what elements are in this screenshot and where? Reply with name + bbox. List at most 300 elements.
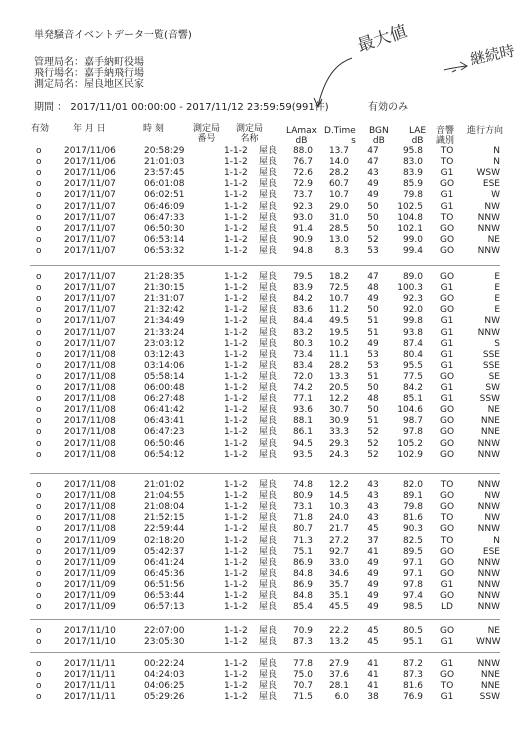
direction-cell: NNW — [477, 245, 500, 256]
direction-cell: N — [493, 157, 500, 168]
lamax-cell: 93.5 — [292, 449, 313, 460]
time-cell: 04:06:25 — [144, 681, 185, 692]
lamax-cell: 75.1 — [292, 546, 313, 557]
station-name-cell: 屋良 — [259, 168, 278, 179]
station-name-cell: 屋良 — [259, 272, 278, 282]
date-cell: 2017/11/06 — [64, 157, 116, 168]
sound-id-cell: G1 — [440, 283, 454, 294]
table-row — [0, 405, 529, 416]
lae-cell: 85.1 — [402, 394, 423, 405]
date-cell: 2017/11/08 — [64, 383, 116, 393]
dtime-cell: 10.3 — [328, 502, 349, 513]
dtime-cell: 27.2 — [328, 535, 349, 546]
lamax-cell: 79.5 — [292, 272, 313, 282]
dtime-cell: 72.5 — [328, 283, 349, 294]
bgn-cell: 37 — [367, 535, 379, 546]
time-cell: 05:58:14 — [144, 371, 185, 382]
document-title: 単発騒音イベントデータ一覧(音響) — [34, 30, 192, 41]
bgn-cell: 47 — [367, 157, 379, 168]
sound-id-cell: GO — [439, 245, 455, 256]
bgn-cell: 38 — [367, 692, 379, 703]
valid-cell: o — [36, 513, 42, 524]
lae-cell: 87.4 — [402, 338, 423, 349]
station-name-cell: 屋良 — [259, 579, 278, 590]
sound-id-cell: G1 — [440, 201, 454, 212]
valid-cell: o — [36, 602, 42, 613]
sound-id-cell: TO — [440, 513, 454, 524]
station-no-cell: 1-1-2 — [224, 360, 248, 371]
dtime-cell: 33.3 — [328, 427, 349, 438]
date-cell: 2017/11/11 — [64, 659, 116, 669]
station-name-cell: 屋良 — [259, 201, 278, 212]
date-cell: 2017/11/08 — [64, 416, 116, 427]
direction-cell: SSW — [479, 394, 500, 405]
date-cell: 2017/11/07 — [64, 179, 116, 190]
sound-id-cell: GO — [439, 502, 455, 513]
station-name-cell: 屋良 — [259, 637, 278, 648]
lae-cell: 89.1 — [402, 491, 423, 502]
bgn-cell: 52 — [367, 449, 379, 460]
valid-cell: o — [36, 416, 42, 427]
station-name-cell: 屋良 — [259, 591, 278, 601]
valid-cell: o — [36, 168, 42, 179]
lamax-cell: 83.6 — [292, 305, 313, 316]
station-name-cell: 屋良 — [259, 179, 278, 190]
dtime-cell: 27.9 — [328, 659, 349, 669]
table-row — [0, 692, 529, 703]
station-name-cell: 屋良 — [259, 394, 278, 405]
period-line: 期間 ： 2017/11/01 00:00:00 - 2017/11/12 23:59:59(991件) — [34, 102, 329, 113]
direction-cell: E — [494, 283, 500, 294]
lae-cell: 83.0 — [402, 157, 423, 168]
sound-id-cell: GO — [439, 546, 455, 557]
lae-cell: 95.5 — [402, 360, 423, 371]
table-row — [0, 427, 529, 438]
bgn-cell: 47 — [367, 146, 379, 156]
page-cut-divider — [30, 265, 500, 269]
station-no-cell: 1-1-2 — [224, 602, 248, 613]
valid-cell: o — [36, 383, 42, 393]
lae-cell: 98.7 — [402, 416, 423, 427]
date-cell: 2017/11/09 — [64, 535, 116, 546]
date-cell: 2017/11/08 — [64, 405, 116, 416]
lae-cell: 104.6 — [397, 405, 423, 416]
direction-cell: NNW — [477, 591, 500, 601]
time-cell: 21:08:04 — [144, 502, 185, 513]
direction-cell: S — [494, 338, 500, 349]
station-no-cell: 1-1-2 — [224, 438, 248, 449]
time-cell: 06:57:13 — [144, 602, 185, 613]
station-no-cell: 1-1-2 — [224, 245, 248, 256]
dtime-cell: 19.5 — [328, 327, 349, 338]
table-row — [0, 224, 529, 235]
direction-cell: NNW — [477, 524, 500, 535]
valid-cell: o — [36, 637, 42, 648]
station-no-cell: 1-1-2 — [224, 294, 248, 305]
dtime-cell: 12.2 — [328, 480, 349, 490]
lae-cell: 83.9 — [402, 168, 423, 179]
time-cell: 23:57:45 — [144, 168, 185, 179]
dtime-cell: 49.5 — [328, 316, 349, 327]
sound-id-cell: G1 — [440, 190, 454, 201]
date-cell: 2017/11/07 — [64, 245, 116, 256]
time-cell: 06:53:14 — [144, 234, 185, 245]
bgn-cell: 43 — [367, 491, 379, 502]
station-no-cell: 1-1-2 — [224, 383, 248, 393]
sound-id-cell: GO — [439, 234, 455, 245]
lamax-cell: 72.6 — [292, 168, 313, 179]
lamax-cell: 94.8 — [292, 245, 313, 256]
station-name-cell: 屋良 — [259, 602, 278, 613]
table-row — [0, 213, 529, 224]
date-cell: 2017/11/07 — [64, 294, 116, 305]
valid-cell: o — [36, 626, 42, 636]
station-name-cell: 屋良 — [259, 157, 278, 168]
date-cell: 2017/11/07 — [64, 190, 116, 201]
lamax-cell: 80.3 — [292, 338, 313, 349]
station-no-cell: 1-1-2 — [224, 449, 248, 460]
station-no-cell: 1-1-2 — [224, 168, 248, 179]
table-row — [0, 547, 529, 558]
station-name-cell: 屋良 — [259, 316, 278, 327]
station-no-cell: 1-1-2 — [224, 338, 248, 349]
dtime-cell: 13.2 — [328, 637, 349, 648]
sound-id-cell: GO — [439, 405, 455, 416]
date-cell: 2017/11/07 — [64, 272, 116, 282]
station-no-cell: 1-1-2 — [224, 670, 248, 681]
dtime-cell: 24.0 — [328, 513, 349, 524]
dtime-cell: 18.2 — [328, 272, 349, 282]
valid-cell: o — [36, 438, 42, 449]
valid-cell: o — [36, 692, 42, 703]
lae-cell: 102.1 — [397, 223, 423, 234]
station-no-cell: 1-1-2 — [224, 371, 248, 382]
dtime-cell: 28.5 — [328, 223, 349, 234]
lae-cell: 81.6 — [402, 681, 423, 692]
valid-cell: o — [36, 234, 42, 245]
date-cell: 2017/11/08 — [64, 449, 116, 460]
station-no-cell: 1-1-2 — [224, 535, 248, 546]
direction-cell: SSE — [482, 349, 500, 360]
bgn-cell: 50 — [367, 405, 379, 416]
dtime-cell: 31.0 — [328, 212, 349, 223]
station-no-cell: 1-1-2 — [224, 568, 248, 579]
date-cell: 2017/11/08 — [64, 371, 116, 382]
table-row — [0, 416, 529, 427]
table-row — [0, 569, 529, 580]
bgn-cell: 53 — [367, 245, 379, 256]
station-name-cell: 屋良 — [259, 626, 278, 636]
lae-cell: 89.0 — [402, 272, 423, 282]
station-name-cell: 屋良 — [259, 427, 278, 438]
sound-id-cell: GO — [439, 626, 455, 636]
time-cell: 06:46:09 — [144, 201, 185, 212]
valid-cell: o — [36, 316, 42, 327]
time-cell: 21:04:55 — [144, 491, 185, 502]
sound-id-cell: G1 — [440, 168, 454, 179]
station-name-cell: 屋良 — [259, 212, 278, 223]
lae-cell: 80.5 — [402, 626, 423, 636]
dtime-cell: 20.5 — [328, 383, 349, 393]
lae-cell: 80.4 — [402, 349, 423, 360]
lae-cell: 97.8 — [402, 579, 423, 590]
time-cell: 21:33:24 — [144, 327, 185, 338]
lamax-cell: 71.3 — [292, 535, 313, 546]
lae-cell: 99.4 — [402, 245, 423, 256]
table-row — [0, 626, 529, 637]
dtime-cell: 12.2 — [328, 394, 349, 405]
date-cell: 2017/11/09 — [64, 557, 116, 568]
station-name-cell: 屋良 — [259, 305, 278, 316]
table-row — [0, 294, 529, 305]
lae-cell: 95.1 — [402, 637, 423, 648]
direction-cell: ESE — [482, 546, 500, 557]
valid-cell: o — [36, 349, 42, 360]
direction-cell: NNW — [477, 480, 500, 490]
lamax-cell: 84.2 — [292, 294, 313, 305]
lamax-cell: 91.4 — [292, 223, 313, 234]
station-no-cell: 1-1-2 — [224, 480, 248, 490]
bgn-cell: 45 — [367, 626, 379, 636]
station-no-cell: 1-1-2 — [224, 283, 248, 294]
station-name-cell: 屋良 — [259, 338, 278, 349]
lae-cell: 89.5 — [402, 546, 423, 557]
station-no-cell: 1-1-2 — [224, 524, 248, 535]
sound-id-cell: GO — [439, 438, 455, 449]
station-no-cell: 1-1-2 — [224, 190, 248, 201]
direction-cell: NW — [484, 491, 500, 502]
lamax-cell: 94.5 — [292, 438, 313, 449]
sound-id-cell: GO — [439, 305, 455, 316]
lamax-cell: 84.4 — [292, 316, 313, 327]
dtime-cell: 10.7 — [328, 294, 349, 305]
sound-id-cell: GO — [439, 179, 455, 190]
dtime-cell: 21.7 — [328, 524, 349, 535]
table-row — [0, 536, 529, 547]
sound-id-cell: TO — [440, 681, 454, 692]
bgn-cell: 49 — [367, 190, 379, 201]
dtime-cell: 29.0 — [328, 201, 349, 212]
station-name-cell: 屋良 — [259, 480, 278, 490]
station-no-cell: 1-1-2 — [224, 179, 248, 190]
lae-cell: 97.1 — [402, 557, 423, 568]
sound-id-cell: GO — [439, 449, 455, 460]
sound-id-cell: G1 — [440, 692, 454, 703]
valid-cell: o — [36, 659, 42, 669]
date-cell: 2017/11/09 — [64, 591, 116, 601]
col-dtime: D.Time s — [324, 126, 356, 146]
time-cell: 21:30:15 — [144, 283, 185, 294]
time-cell: 06:47:23 — [144, 427, 185, 438]
table-row — [0, 558, 529, 569]
valid-cell: o — [36, 546, 42, 557]
time-cell: 05:42:37 — [144, 546, 185, 557]
time-cell: 06:47:33 — [144, 212, 185, 223]
date-cell: 2017/11/08 — [64, 360, 116, 371]
col-valid: 有効 — [31, 124, 50, 134]
direction-cell: NNW — [477, 223, 500, 234]
valid-cell: o — [36, 371, 42, 382]
lae-cell: 87.2 — [402, 659, 423, 669]
sound-id-cell: GO — [439, 568, 455, 579]
bgn-cell: 41 — [367, 670, 379, 681]
table-row — [0, 591, 529, 602]
direction-cell: NNE — [480, 670, 500, 681]
valid-cell: o — [36, 212, 42, 223]
lamax-cell: 70.9 — [292, 626, 313, 636]
station-no-cell: 1-1-2 — [224, 405, 248, 416]
valid-cell: o — [36, 502, 42, 513]
lamax-cell: 85.4 — [292, 602, 313, 613]
station-no-cell: 1-1-2 — [224, 626, 248, 636]
station-name-cell: 屋良 — [259, 491, 278, 502]
table-row — [0, 524, 529, 535]
date-cell: 2017/11/08 — [64, 349, 116, 360]
sound-id-cell: TO — [440, 146, 454, 156]
valid-cell: o — [36, 480, 42, 490]
station-name-cell: 屋良 — [259, 449, 278, 460]
lamax-cell: 92.3 — [292, 201, 313, 212]
airfield-name: 飛行場名：嘉手納飛行場 — [34, 68, 144, 79]
table-row — [0, 361, 529, 372]
bgn-cell: 49 — [367, 602, 379, 613]
dtime-cell: 11.2 — [328, 305, 349, 316]
lae-cell: 105.2 — [397, 438, 423, 449]
dtime-cell: 45.5 — [328, 602, 349, 613]
table-row — [0, 491, 529, 502]
date-cell: 2017/11/08 — [64, 438, 116, 449]
time-cell: 20:58:29 — [144, 146, 185, 156]
bgn-cell: 51 — [367, 371, 379, 382]
sound-id-cell: GO — [439, 427, 455, 438]
bgn-cell: 47 — [367, 272, 379, 282]
station-no-cell: 1-1-2 — [224, 513, 248, 524]
date-cell: 2017/11/07 — [64, 327, 116, 338]
table-row — [0, 202, 529, 213]
direction-cell: SSE — [482, 360, 500, 371]
lamax-cell: 93.0 — [292, 212, 313, 223]
date-cell: 2017/11/08 — [64, 513, 116, 524]
bgn-cell: 53 — [367, 349, 379, 360]
time-cell: 23:05:30 — [144, 637, 185, 648]
sound-id-cell: TO — [440, 157, 454, 168]
station-name-cell: 屋良 — [259, 670, 278, 681]
lamax-cell: 83.4 — [292, 360, 313, 371]
date-cell: 2017/11/07 — [64, 305, 116, 316]
sound-id-cell: G1 — [440, 394, 454, 405]
station-no-cell: 1-1-2 — [224, 427, 248, 438]
time-cell: 00:22:24 — [144, 659, 185, 669]
station-no-cell: 1-1-2 — [224, 681, 248, 692]
valid-cell: o — [36, 524, 42, 535]
station-no-cell: 1-1-2 — [224, 591, 248, 601]
station-name-cell: 屋良 — [259, 546, 278, 557]
station-name-cell: 屋良 — [259, 146, 278, 156]
station-no-cell: 1-1-2 — [224, 502, 248, 513]
valid-cell: o — [36, 146, 42, 156]
dtime-cell: 34.6 — [328, 568, 349, 579]
dtime-cell: 29.3 — [328, 438, 349, 449]
time-cell: 05:29:26 — [144, 692, 185, 703]
time-cell: 06:01:08 — [144, 179, 185, 190]
time-cell: 21:01:02 — [144, 480, 185, 490]
date-cell: 2017/11/07 — [64, 338, 116, 349]
direction-cell: NNW — [477, 568, 500, 579]
direction-cell: NNE — [480, 681, 500, 692]
date-cell: 2017/11/08 — [64, 427, 116, 438]
time-cell: 22:07:00 — [144, 626, 185, 636]
station-no-cell: 1-1-2 — [224, 327, 248, 338]
col-station-name: 測定局 名称 — [236, 124, 264, 144]
table-row — [0, 372, 529, 383]
time-cell: 02:18:20 — [144, 535, 185, 546]
station-name-cell: 屋良 — [259, 568, 278, 579]
bgn-cell: 43 — [367, 480, 379, 490]
station-name-cell: 屋良 — [259, 692, 278, 703]
time-cell: 21:52:15 — [144, 513, 185, 524]
dtime-cell: 6.0 — [334, 692, 349, 703]
table-row — [0, 394, 529, 405]
sound-id-cell: GO — [439, 670, 455, 681]
valid-cell: o — [36, 283, 42, 294]
station-no-cell: 1-1-2 — [224, 234, 248, 245]
bgn-cell: 49 — [367, 557, 379, 568]
station-no-cell: 1-1-2 — [224, 637, 248, 648]
station-no-cell: 1-1-2 — [224, 579, 248, 590]
valid-only-label: 有効のみ — [368, 102, 408, 113]
station-no-cell: 1-1-2 — [224, 557, 248, 568]
direction-cell: E — [494, 294, 500, 305]
station-name-cell: 屋良 — [259, 383, 278, 393]
time-cell: 06:41:42 — [144, 405, 185, 416]
date-cell: 2017/11/07 — [64, 223, 116, 234]
table-row — [0, 580, 529, 591]
dtime-cell: 28.2 — [328, 360, 349, 371]
direction-cell: NNW — [477, 327, 500, 338]
table-row — [0, 316, 529, 327]
time-cell: 06:50:46 — [144, 438, 185, 449]
direction-cell: NE — [487, 234, 500, 245]
dtime-cell: 13.7 — [328, 146, 349, 156]
direction-cell: NW — [484, 513, 500, 524]
lamax-cell: 90.9 — [292, 234, 313, 245]
dtime-cell: 37.6 — [328, 670, 349, 681]
time-cell: 23:03:12 — [144, 338, 185, 349]
sound-id-cell: GO — [439, 491, 455, 502]
table-row — [0, 450, 529, 461]
dtime-cell: 35.7 — [328, 579, 349, 590]
bgn-cell: 48 — [367, 394, 379, 405]
sound-id-cell: GO — [439, 294, 455, 305]
time-cell: 06:43:41 — [144, 416, 185, 427]
station-no-cell: 1-1-2 — [224, 659, 248, 669]
dtime-cell: 30.9 — [328, 416, 349, 427]
dtime-cell: 13.3 — [328, 371, 349, 382]
sound-id-cell: G1 — [440, 327, 454, 338]
lae-cell: 79.8 — [402, 502, 423, 513]
date-cell: 2017/11/11 — [64, 670, 116, 681]
station-no-cell: 1-1-2 — [224, 416, 248, 427]
station-name-cell: 屋良 — [259, 294, 278, 305]
bgn-cell: 49 — [367, 579, 379, 590]
valid-cell: o — [36, 179, 42, 190]
station-name-cell: 屋良 — [259, 245, 278, 256]
bgn-cell: 49 — [367, 294, 379, 305]
station-name-cell: 屋良 — [259, 349, 278, 360]
station-no-cell: 1-1-2 — [224, 491, 248, 502]
bgn-cell: 50 — [367, 201, 379, 212]
table-row — [0, 190, 529, 201]
